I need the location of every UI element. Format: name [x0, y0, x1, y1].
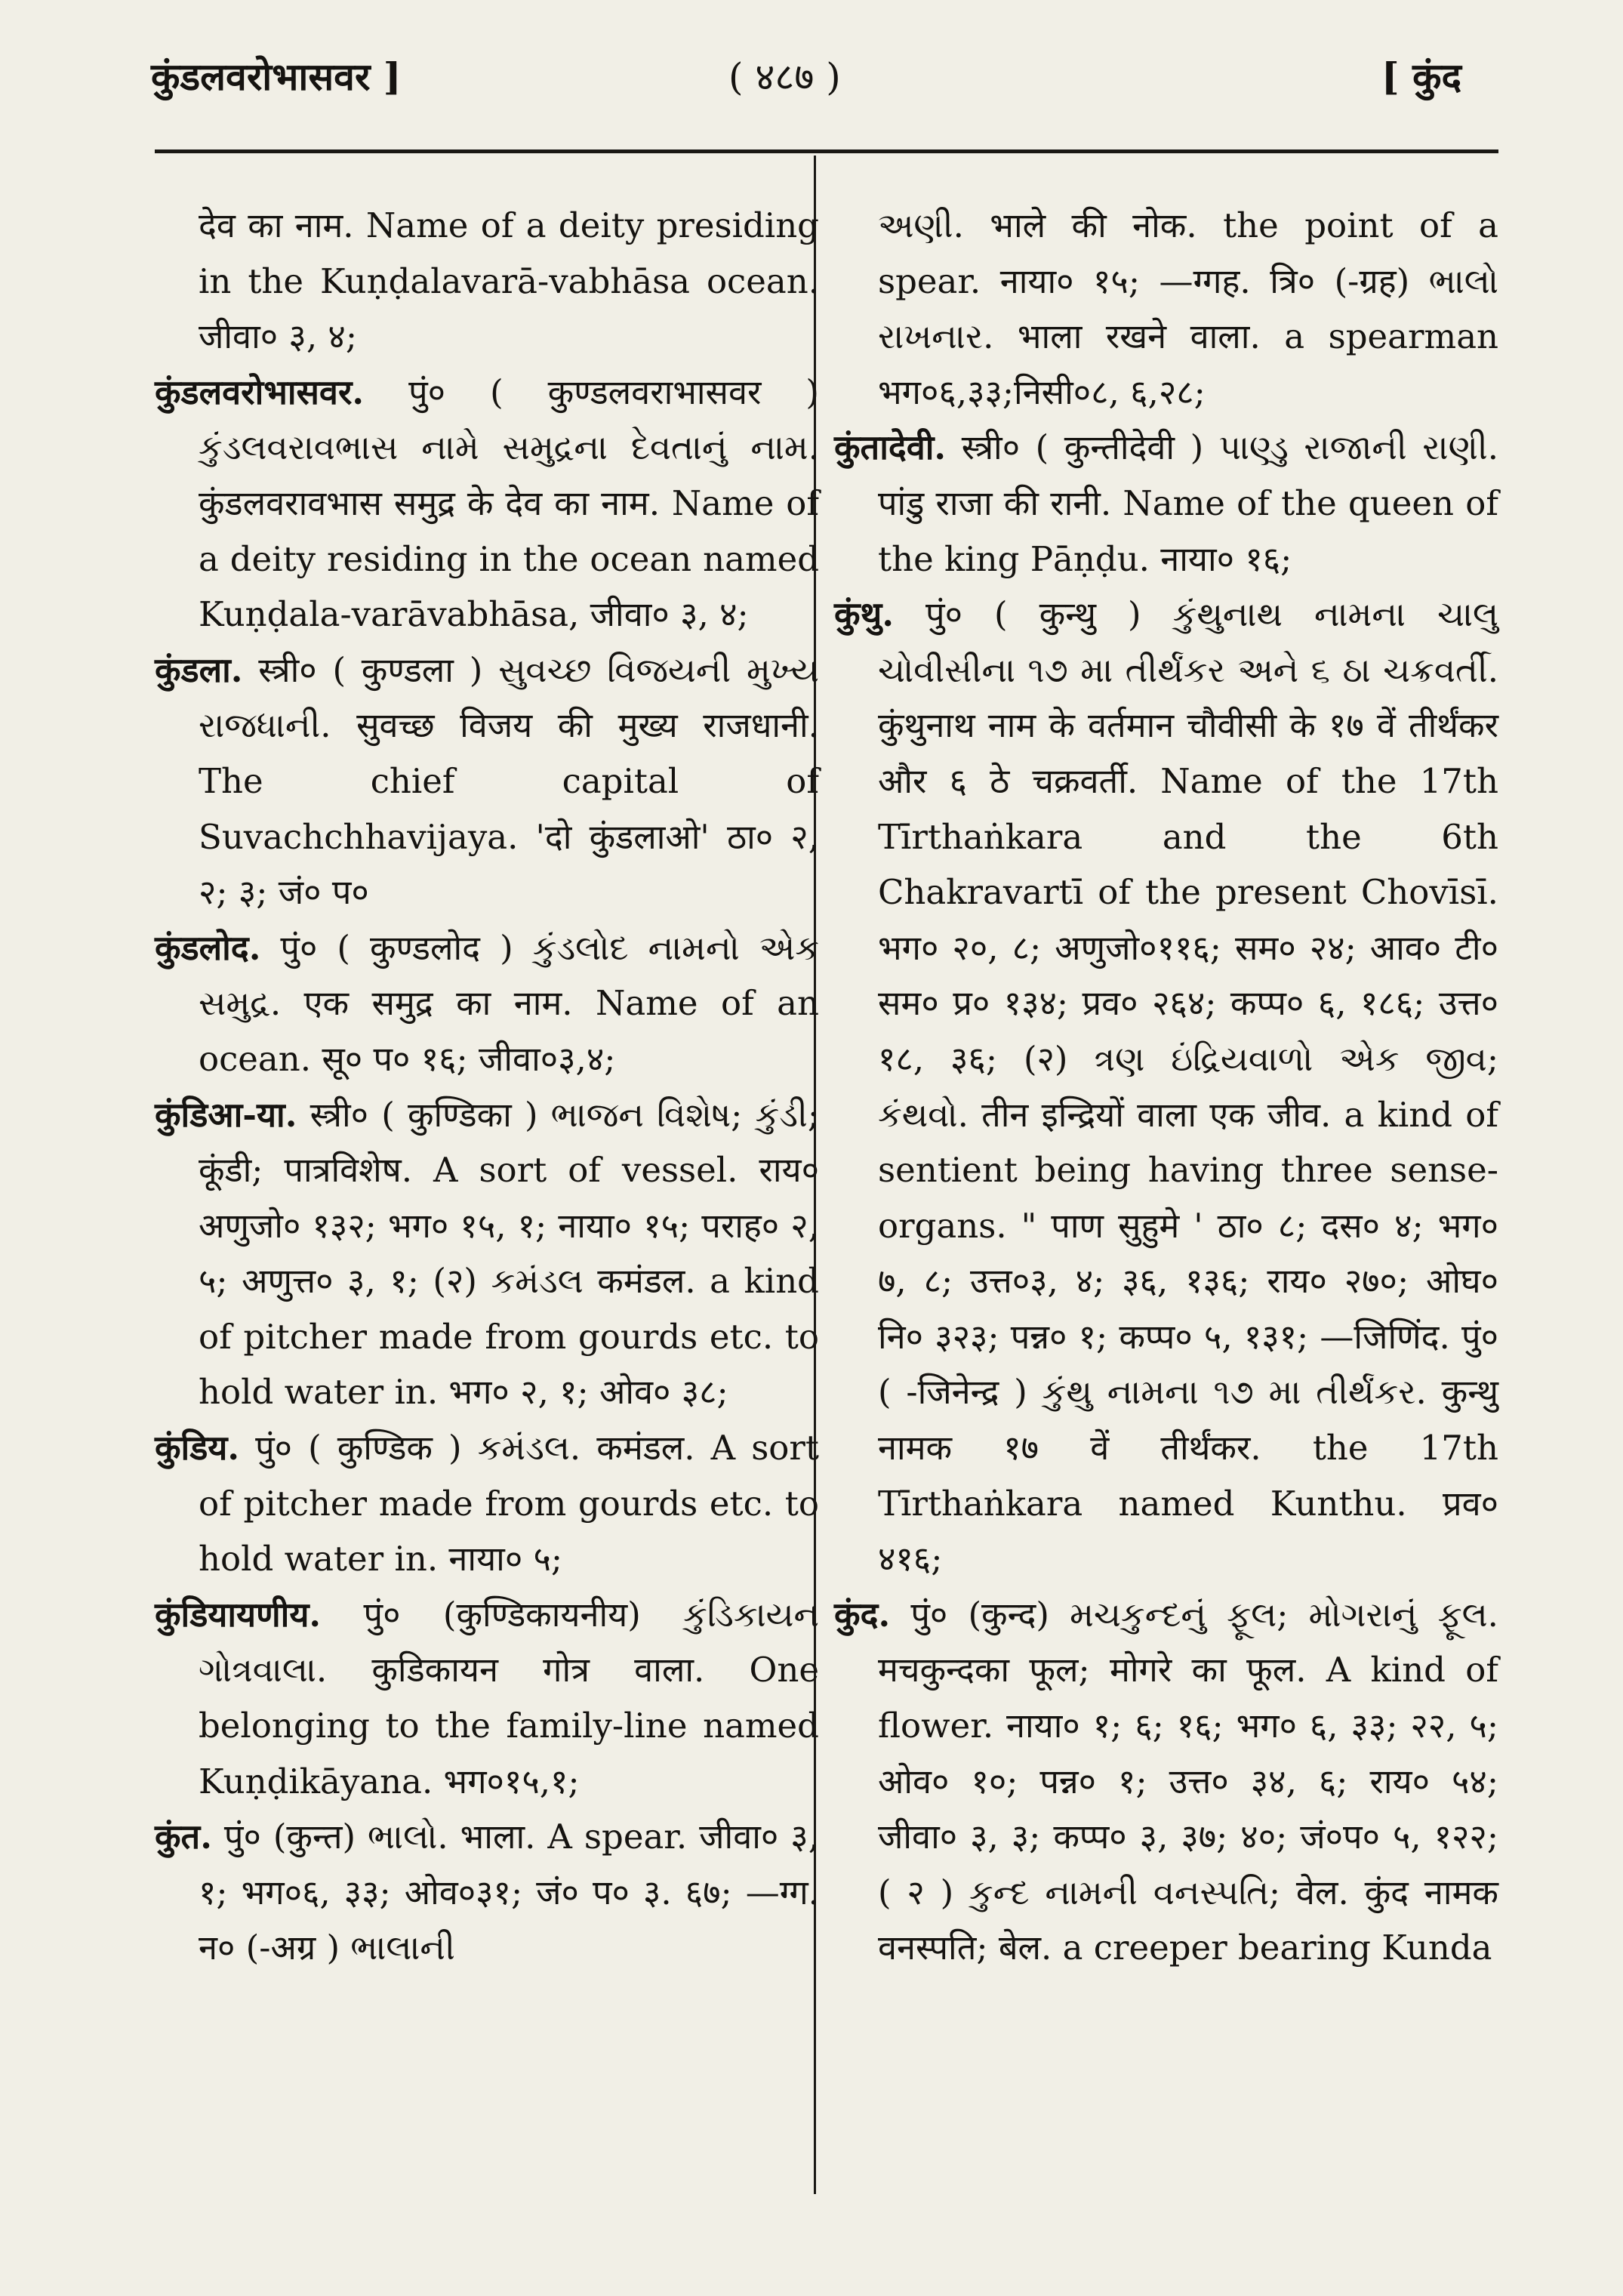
entry-definition: पुं० ( कुण्डलोद ) કુંડલોદ નામનો એક સમુદ્ર. एक समुद्र का नाम. Name of an ocean. सू० प० १६; जीवा०३,४;: [199, 927, 819, 1079]
running-head-left: कुंडलवरोभासवर ]: [151, 54, 402, 99]
entry-headword: कुंडलोद.: [155, 927, 261, 968]
entry-headword: कुंतादेवी.: [834, 427, 947, 468]
entry-definition: पुं० ( कुण्डिक ) કમંડલ. कमंडल. A sort of pitcher made from gourds etc. to hold water in. नाया० ५;: [199, 1428, 819, 1579]
dictionary-entry: [155, 1420, 819, 1587]
entry-definition: पुं० ( कुन्थु ) કુંથુનાથ નામના ચાલુ ચોવીસીના ૧૭ મા તીર્થંકર અને ૬ ઠા ચક્રવર્તી. कुंथुनाथ नाम के वर्तमान चौवीसी के १७ वें तीर्थंकर और ६ ठे चक्रवर्ती. Name of the 17th Tīrthaṅkara and the 6th Chakravartī of the present Chovīsī. भग० २०, ८; अणुजो०११६; सम० २४; आव० टी० सम० प्र० १३४; प्रव० २६४; कप्प० ६, १८६; उत्त० १८, ३६; (२) ત્રણ ઇંદ્રિયવાળો એક જીવ; કંથવો. तीन इन्द्रियों वाला एक जीव. a kind of sentient being having three sense-organs. " पाण सुहुमे ' ठा० ८; दस० ४; भग० ७, ८; उत्त०३, ४; ३६, १३६; राय० २७०; ओघ० नि० ३२३; पन्न० १; कप्प० ५, १३१; —जिणिंद. पुं० ( -जिनेन्द्र ) કુંથુ નામના ૧૭ મા તીર્થંકર. कुन्थु नामक १७ वें तीर्थंकर. the 17th Tīrthaṅkara named Kunthu. प्रव० ४१६;: [878, 594, 1498, 1579]
page-number: ( ४८७ ): [728, 55, 841, 99]
dictionary-entry: [155, 643, 819, 920]
dictionary-entry: [834, 1587, 1498, 1976]
entry-definition: स्त्री० ( कुन्तीदेवी ) પાણ્ડુ રાજાની રાણી. पांडु राजा की रानी. Name of the queen of the king Pāṇḍu. नाया० १६;: [878, 427, 1498, 579]
entry-headword: कुंत.: [155, 1817, 212, 1857]
dictionary-entry: [155, 365, 819, 643]
dictionary-entry: [834, 587, 1498, 1587]
dictionary-entry: [155, 1087, 819, 1421]
dictionary-entry: [155, 1809, 819, 1976]
dictionary-entry: देव का नाम. Name of a deity presiding in the Kuṇḍalavarā-vabhāsa ocean. जीवा० ३, ४;: [199, 205, 819, 357]
dictionary-entry: [834, 420, 1498, 587]
entry-headword: कुंडियायणीय.: [155, 1594, 322, 1635]
entry-definition: पुं० (कुण्डिकायनीय) કુંડિકાયન ગોત્રવાલા. कुडिकायन गोत्र वाला. One belonging to the family-line named Kuṇḍikāyana. भग०१५,१;: [199, 1594, 819, 1801]
entry-definition: पुं० (कुन्द) મચકુન્દનું ફૂલ; મોગરાનું ફૂલ. मचकुन्दका फूल; मोगरे का फूल. A kind of flower. नाया० १; ६; १६; भग० ६, ३३; २२, ५; ओव० १०; पन्न० १; उत्त० ३४, ६; राय० ५४; जीवा० ३, ३; कप्प० ३, ३७; ४०; जं०प० ५, १२२; ( २ ) કુન્દ નામની વનસ્પતિ; वेल. कुंद नामक वनस्पति; बेल. a creeper bearing Kunda: [878, 1594, 1498, 1968]
entry-headword: कुंडलवरोभासवर.: [155, 371, 365, 412]
entry-definition: स्त्री० ( कुण्डला ) સુવચ્છ વિજયની મુખ્ય રાજધાની. सुवच्छ विजय की मुख्य राजधानी. The chief capital of Suvachchhavijaya. 'दो कुंडलाओ' ठा० २, २; ३; जं० प०: [199, 649, 820, 913]
header-rule: [155, 149, 1498, 153]
entry-headword: कुंडिआ-या.: [155, 1094, 297, 1135]
entry-definition: स्त्री० ( कुण्डिका ) ભાજન વિશેષ; કુંડી; कूंडी; पात्रविशेष. A sort of vessel. राय० अणुजो० १३२; भग० १५, १; नाया० १५; पराह० २, ५; अणुत्त० ३, १; (२) કમંડલ कमंडल. a kind of pitcher made from gourds etc. to hold water in. भग० २, १; ओव० ३८;: [199, 1094, 819, 1413]
right-column: [834, 198, 1498, 1976]
entry-headword: कुंडला.: [155, 649, 243, 690]
entry-headword: कुंथु.: [834, 594, 894, 635]
entry-definition: पुं० ( कुण्डलवराभासवर ) કુંડલવરાવભાસ નામે સમુદ્રના દેવતાનું નામ. कुंडलवरावभास समुद्र के देव का नाम. Name of a deity residing in the ocean named Kuṇḍala-varāvabhāsa, जीवा० ३, ४;: [199, 371, 819, 635]
dictionary-entry: અણી. भाले की नोक. the point of a spear. नाया० १५; —ग्गह. त्रि० (-ग्रह) ભાલો રાખનાર. भाला रखने वाला. a spearman भग०६,३३;निसी०८, ६,२८;: [878, 205, 1498, 412]
entry-headword: कुंडिय.: [155, 1428, 240, 1469]
entry-definition: पुं० (कुन्त) ભાલો. भाला. A spear. जीवा० ३, १; भग०६, ३३; ओव०३१; जं० प० ३. ६७; —ग्ग. न० (-अग्र ) ભાલાની: [199, 1817, 819, 1968]
entry-headword: कुंद.: [834, 1594, 891, 1635]
dictionary-entry: [155, 1587, 819, 1809]
left-column: [155, 198, 819, 1976]
dictionary-entry: [155, 920, 819, 1087]
running-head-right: [ कुंद: [1381, 54, 1462, 99]
